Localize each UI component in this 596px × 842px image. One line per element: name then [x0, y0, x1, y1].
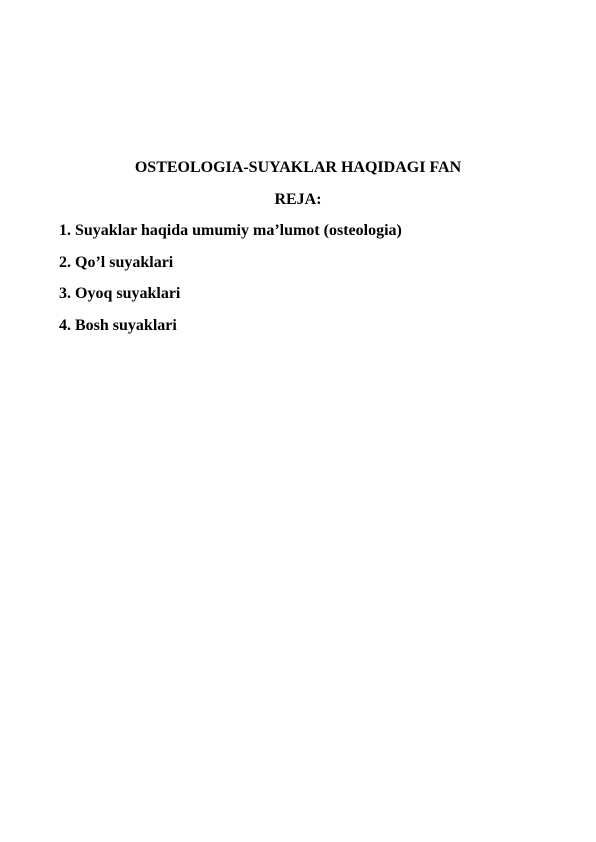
plan-list [59, 221, 559, 347]
plan-heading: REJA: [274, 191, 322, 208]
plan-item-4: 4. Bosh suyaklari [59, 316, 177, 334]
plan-item-3: 3. Oyoq suyaklari [59, 285, 181, 302]
plan-item-2: 2. Qo’l suyaklari [59, 253, 174, 271]
document-title: OSTEOLOGIA-SUYAKLAR HAQIDAGI FAN [134, 159, 462, 176]
plan-item-1: 1. Suyaklar haqida umumiy ma’lumot (osteologia) [59, 222, 402, 239]
